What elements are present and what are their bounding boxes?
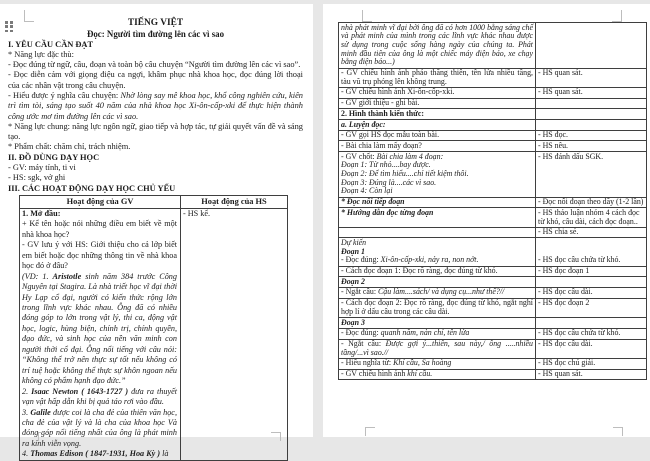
- hs-cell: [536, 197, 647, 208]
- crop-mark-page2-top-left: [362, 10, 372, 22]
- text-run: - HS đọc câu chứa từ khó.: [538, 328, 621, 338]
- table-row: [339, 152, 647, 198]
- table-row: [339, 328, 647, 339]
- paragraph: [22, 240, 177, 271]
- gv-cell: [339, 98, 536, 109]
- text-run: - Ngắt câu:: [341, 287, 379, 297]
- paragraph: [341, 209, 533, 218]
- gv-cell: [339, 208, 536, 227]
- text-run: * Hướng dẫn đọc từng đoạn: [341, 207, 434, 217]
- gv-cell: [339, 141, 536, 152]
- page1-body: [8, 18, 303, 461]
- text-run: Nhờ lòng say mê khoa học, khổ công nghiên cứu, kiên trì tìm tòi, sáng tạo suốt 40 năm của nhà khoa học Xi-ôn-cốp-xki để thực hiện thành công ước mơ tìm đường lên các vì sao.: [8, 90, 303, 121]
- table-row: [339, 287, 647, 298]
- text-run: Galile: [30, 407, 51, 417]
- text-run: I. YÊU CẦU CẦN ĐẠT: [8, 39, 94, 49]
- paragraph: [341, 239, 533, 248]
- text-run: là: [160, 449, 169, 459]
- text-run: - GV chiếu hình ảnh Xi-ôn-cốp-xki.: [341, 87, 455, 97]
- text-run: II. ĐỒ DÙNG DẠY HỌC: [8, 152, 100, 162]
- text-run: III. CÁC HOẠT ĐỘNG DẠY HỌC CHỦ YẾU: [8, 183, 176, 193]
- text-run: - Ngắt câu:: [341, 339, 386, 348]
- text-run: 4.: [22, 449, 31, 459]
- gv-cell: [339, 369, 536, 380]
- gv-cell: [339, 339, 536, 358]
- paragraph: [538, 370, 644, 379]
- paragraph: [8, 18, 303, 29]
- gv-cell: [339, 227, 536, 238]
- hs-cell: [536, 208, 647, 227]
- hs-cell: [536, 130, 647, 141]
- paragraph: [341, 110, 533, 119]
- text-run: - HS đọc chú giải.: [538, 358, 596, 368]
- hs-cell: [536, 287, 647, 298]
- paragraph: [341, 370, 533, 379]
- paragraph: [341, 288, 533, 297]
- text-run: Đoạn 3: Đúng là....các vì sao.: [341, 177, 437, 187]
- text-run: - Đọc đúng từ ngữ, câu, đoạn và toàn bộ câu chuyện “Người tìm đường lên các vì sao”.: [8, 60, 301, 70]
- text-run: - Cách đọc đoạn 1: Đọc rõ ràng, đọc đúng từ khó.: [341, 266, 498, 276]
- table-row: [339, 238, 647, 266]
- paragraph: [22, 209, 177, 219]
- table-row: [339, 98, 647, 109]
- table-row: [339, 318, 647, 329]
- paragraph: [341, 121, 533, 130]
- gv-cell: [339, 197, 536, 208]
- text-run: - HS nêu.: [538, 140, 569, 150]
- paragraph: [341, 131, 533, 140]
- hs-cell: [536, 318, 647, 329]
- gv-cell: [339, 266, 536, 277]
- text-run: Đoạn 1: [341, 246, 365, 256]
- gv-cell: [339, 277, 536, 288]
- hs-cell: [536, 238, 647, 266]
- gv-cell: [339, 130, 536, 141]
- paragraph: [538, 69, 644, 78]
- paragraph: [538, 198, 644, 207]
- paragraph: [8, 91, 303, 122]
- gv-cell: [339, 152, 536, 198]
- table-row: [339, 277, 647, 288]
- table-row: [339, 109, 647, 120]
- hs-cell: [536, 120, 647, 131]
- text-run: nhà phát minh vĩ đại bởi ông đã có hơn 1000 bằng sáng chế và phát minh của mình trong các lĩnh vực khác nhau được sử dụng trong cuộc sống hàng ngày của chúng ta. Phát minh đầu tiên của ông là một chiếc máy điện báo, xe chạy bằng điện báo...): [341, 22, 533, 67]
- text-run: a. Luyện đọc:: [341, 119, 386, 129]
- text-run: - Hiểu nghĩa từ:: [341, 358, 394, 368]
- text-run: Đoạn 4: Còn lại: [341, 186, 393, 196]
- paragraph: [8, 173, 303, 183]
- text-run: - GV chiếu hình ảnh: [341, 369, 408, 379]
- gv-cell: [339, 23, 536, 69]
- text-run: - GV chiếu hình ảnh pháo thăng thiên, tên lửa nhiều tầng, tàu vũ trụ phóng lên không trung.: [341, 68, 533, 86]
- paragraph: [8, 60, 303, 70]
- hs-cell: [536, 152, 647, 198]
- hs-cell: [536, 87, 647, 98]
- gv-cell: [20, 208, 181, 460]
- table-row: [339, 120, 647, 131]
- paragraph: [22, 408, 177, 450]
- table-row: [339, 227, 647, 238]
- paragraph: [8, 153, 303, 163]
- text-run: - HS đọc đoạn 1: [538, 266, 590, 276]
- crop-mark-page2-bottom-right: [613, 427, 623, 436]
- text-run: * Năng lực chung: năng lực ngôn ngữ, giao tiếp và hợp tác, tự giải quyết vấn đề và sáng tạo.: [8, 121, 303, 142]
- drag-handle-icon[interactable]: [5, 21, 13, 32]
- text-run: - HS đọc câu chứa từ khó.: [538, 255, 621, 265]
- text-run: - HS: sgk, vở ghi: [8, 173, 66, 183]
- table-row: [339, 358, 647, 369]
- paragraph: [341, 198, 533, 207]
- paragraph: [341, 278, 533, 287]
- column-header-gv: Hoạt động của GV: [20, 195, 181, 208]
- table-row: [339, 130, 647, 141]
- paragraph: [341, 329, 533, 338]
- text-run: - Đọc nối đoạn theo dãy (1-2 lần): [538, 197, 644, 207]
- table-row: [339, 208, 647, 227]
- text-run: - HS đọc đoạn 2: [538, 298, 590, 308]
- paragraph: [538, 131, 644, 140]
- paragraph: [341, 359, 533, 368]
- text-run: 3.: [22, 407, 31, 417]
- paragraph: [8, 122, 303, 143]
- hs-cell: [536, 266, 647, 277]
- paragraph: [538, 256, 644, 265]
- paragraph: [341, 256, 533, 265]
- paragraph: [538, 340, 644, 349]
- paragraph: [341, 340, 533, 357]
- paragraph: [341, 24, 533, 68]
- gv-cell: [339, 298, 536, 317]
- paragraph: [538, 299, 644, 308]
- text-run: Đoạn 1: Từ nhỏ....bay được.: [341, 160, 431, 170]
- text-run: được coi là cha đẻ của thiên văn học, cha đẻ của vật lý và là cha của khoa học Và đóng góp nổi tiếng nhất của ông là phát minh ra kính viễn vọng.: [22, 407, 177, 448]
- activity-table-page2: [338, 22, 647, 380]
- crop-mark-page1-top-left: [24, 10, 34, 22]
- paragraph: [8, 70, 303, 91]
- paragraph: [341, 267, 533, 276]
- text-run: - HS đánh dấu SGK.: [538, 151, 604, 161]
- table-header-row: [20, 195, 288, 208]
- text-run: sinh năm 384 trước Công Nguyên tại Stagira. Là nhà triết học vĩ đại thời Hy Lạp cổ đại, người có kiến thức rộng lớn trong lĩnh vực khác nhau. Ông đã có nhiều đóng góp to lớn trong vật lý, thi ca, động vật học, logic, hùng biện, chính trị, chính quyền, đạo đức, và sinh học của nền văn minh con người thời cổ đại. Ông nổi tiếng với câu nói: “Không thể trở nên thực sự tốt nếu không có trí tuệ hoặc không thể thực sự khôn ngoan nếu không có phẩm hạnh đạo đức.”: [22, 271, 177, 386]
- paragraph: [22, 449, 177, 459]
- table-row: [339, 339, 647, 358]
- text-run: khí cầu.: [407, 369, 433, 379]
- paragraph: [8, 40, 303, 50]
- paragraph: [538, 329, 644, 338]
- hs-cell: [536, 339, 647, 358]
- gv-cell: [339, 318, 536, 329]
- text-run: (VD: 1.: [22, 271, 53, 281]
- hs-cell: [536, 141, 647, 152]
- text-run: - HS chia sẻ.: [538, 227, 579, 237]
- paragraph: [538, 88, 644, 97]
- paragraph: [538, 209, 644, 226]
- table-row: [339, 87, 647, 98]
- paragraph: [8, 142, 303, 152]
- text-run: Cậu làm....sách/ và dụng cụ...như thế?//: [378, 287, 505, 297]
- text-run: Được gợi ý...thiên, sau này,/ ông .....nhiều tầng/...vì sao.//: [341, 339, 533, 357]
- paragraph: [22, 387, 177, 408]
- text-run: + Kể tên hoặc nói những điều em biết về một nhà khoa học?: [22, 219, 177, 239]
- text-run: - HS đọc câu dài.: [538, 339, 593, 348]
- text-run: - GV lưu ý với HS: Giới thiệu cho cả lớp biết em biết hoặc đọc những thông tin về nhà khoa học đó ở đâu?: [22, 240, 177, 271]
- paragraph: [538, 267, 644, 276]
- paragraph: [341, 187, 533, 196]
- text-run: - HS đọc.: [538, 130, 569, 140]
- gv-cell: [339, 238, 536, 266]
- hs-cell: [536, 227, 647, 238]
- hs-cell: [536, 109, 647, 120]
- hs-cell: [536, 358, 647, 369]
- paragraph: [8, 50, 303, 60]
- text-run: Dự kiến: [341, 237, 367, 247]
- text-run: - HS quan sát.: [538, 369, 583, 379]
- text-run: Xi-ôn-cốp-xki, nảy ra, non nớt.: [380, 255, 479, 265]
- text-run: - Đọc đúng:: [341, 328, 381, 338]
- text-run: - HS quan sát.: [538, 68, 583, 78]
- crop-mark-page2-top-right: [612, 10, 622, 22]
- text-run: - GV: máy tính, ti vi: [8, 163, 76, 173]
- table-row: [339, 369, 647, 380]
- hs-cell: [536, 277, 647, 288]
- table-row: [339, 197, 647, 208]
- gv-cell: [339, 87, 536, 98]
- text-run: Bài chia làm 4 đoạn:: [376, 151, 444, 161]
- text-run: - GV chốt:: [341, 151, 377, 161]
- text-run: - HS kể.: [183, 208, 211, 218]
- paragraph: [341, 88, 533, 97]
- gv-cell: [339, 287, 536, 298]
- gv-cell: [339, 358, 536, 369]
- text-run: Đoạn 2: Để tìm hiểu....chỉ tiết kiệm thôi.: [341, 169, 469, 179]
- table-row: [20, 208, 288, 460]
- gv-cell: [339, 120, 536, 131]
- paragraph: [341, 69, 533, 86]
- text-run: TIẾNG VIỆT: [127, 18, 184, 28]
- text-run: - HS thảo luận nhóm 4 cách đọc từ khó, câu dài, cách đọc đoạn..: [538, 207, 640, 226]
- paragraph: [538, 153, 644, 162]
- text-run: - HS đọc câu dài.: [538, 287, 593, 297]
- gv-cell: [339, 109, 536, 120]
- text-run: * Năng lực đặc thù:: [8, 49, 74, 59]
- text-run: - Hiểu được ý nghĩa câu chuyện:: [8, 90, 121, 100]
- text-run: - HS quan sát.: [538, 87, 583, 97]
- paragraph: [538, 142, 644, 151]
- paragraph: [538, 359, 644, 368]
- activity-table-page1: [19, 195, 288, 461]
- paragraph: [538, 228, 644, 237]
- crop-mark-page2-bottom-left: [365, 427, 375, 436]
- table-row: [339, 23, 647, 69]
- paragraph: [22, 219, 177, 240]
- paragraph: [8, 184, 303, 194]
- hs-cell: [536, 68, 647, 87]
- paragraph: [22, 272, 177, 387]
- gv-cell: [339, 328, 536, 339]
- table-row: [339, 141, 647, 152]
- text-run: đưa ra thuyết vạn vật hấp dẫn khi bị quả táo rơi vào đầu.: [22, 386, 177, 407]
- text-run: 2.: [22, 386, 32, 396]
- paragraph: [341, 319, 533, 328]
- page-2: [323, 4, 650, 437]
- text-run: - GV giới thiệu - ghi bài.: [341, 98, 420, 108]
- text-run: quanh năm, nản chí, tên lửa: [380, 328, 470, 338]
- text-run: - Bài chia làm mấy đoạn?: [341, 140, 422, 150]
- text-run: - Cách đọc đoạn 2: Đọc rõ ràng, đọc đúng từ khó, ngắt nghỉ hợp lí ở dấu câu trong các câu dài.: [341, 298, 533, 316]
- paragraph: [183, 209, 284, 219]
- column-header-hs: Hoạt động của HS: [181, 195, 288, 208]
- table-row: [339, 266, 647, 277]
- paragraph: [538, 288, 644, 297]
- paragraph: [8, 163, 303, 173]
- text-run: - Đọc đúng:: [341, 255, 381, 265]
- gv-cell: [339, 68, 536, 87]
- paragraph: [8, 29, 303, 40]
- hs-cell: [536, 23, 647, 69]
- text-run: - GV gọi HS đọc mẫu toàn bài.: [341, 130, 440, 140]
- paragraph: [341, 299, 533, 316]
- hs-cell: [536, 369, 647, 380]
- table-row: [339, 68, 647, 87]
- text-run: Đoạn 2: [341, 276, 365, 286]
- text-run: Thomas Edison ( 1847-1931, Hoa Kỳ ): [30, 449, 161, 459]
- hs-cell: [536, 328, 647, 339]
- text-run: - Đọc diễn cảm với giọng điệu ca ngợi, khâm phục nhà khoa học, đọc đúng lời thoại của các nhân vật trong câu chuyện.: [8, 70, 303, 90]
- hs-cell: [536, 298, 647, 317]
- text-run: Đoạn 3: [341, 317, 365, 327]
- page-1: [0, 4, 313, 459]
- text-run: Isaac Newton ( 1643-1727 ): [31, 386, 129, 396]
- table-row: [339, 298, 647, 317]
- text-run: 1. Mở đầu:: [22, 208, 61, 218]
- text-run: Aristotle: [52, 271, 82, 281]
- text-run: Khí cầu, Sa hoàng: [393, 358, 452, 368]
- text-run: 2. Hình thành kiến thức:: [341, 108, 425, 118]
- hs-cell: [536, 98, 647, 109]
- text-run: Đọc: Người tìm đường lên các vì sao: [86, 29, 225, 39]
- paragraph: [341, 99, 533, 108]
- hs-cell: [181, 208, 288, 460]
- text-run: * Đọc nối tiếp đoạn: [341, 197, 405, 207]
- paragraph: [341, 142, 533, 151]
- text-run: * Phẩm chất: chăm chỉ, trách nhiệm.: [8, 142, 131, 152]
